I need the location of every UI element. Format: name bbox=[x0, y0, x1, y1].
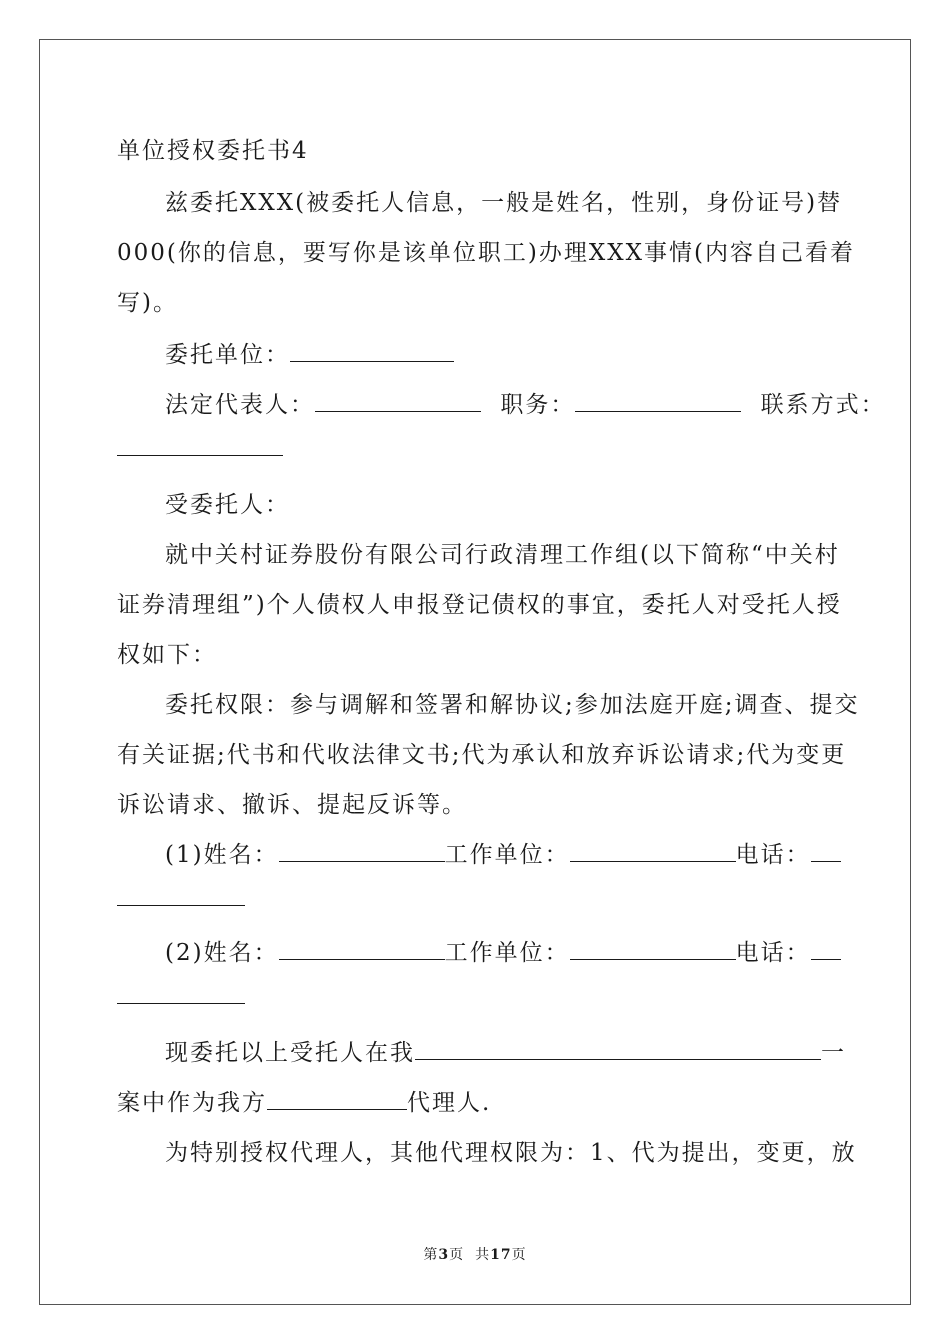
footer-total-pages: 17 bbox=[490, 1247, 512, 1263]
paragraph-line: 为特别授权代理人，其他代理权限为：1、代为提出，变更，放 bbox=[165, 1140, 857, 1166]
person2-unit-label: 工作单位： bbox=[444, 940, 570, 966]
page-footer bbox=[0, 1244, 950, 1264]
person2-unit-blank[interactable] bbox=[570, 941, 736, 960]
person2-phone-continue bbox=[117, 984, 245, 1010]
person1-phone-blank-cont[interactable] bbox=[117, 887, 245, 906]
footer-mid: 页 共 bbox=[449, 1247, 491, 1263]
footer-suffix: 页 bbox=[511, 1247, 527, 1263]
entrusting-unit-label: 委托单位： bbox=[165, 342, 290, 368]
person2-name-blank[interactable] bbox=[279, 941, 445, 960]
person2-name-label: (2)姓名： bbox=[165, 940, 279, 966]
person2-phone-blank[interactable] bbox=[811, 941, 841, 960]
person2-row bbox=[165, 934, 841, 967]
legal-rep-blank[interactable] bbox=[315, 393, 481, 412]
paragraph-line: 有关证据;代书和代收法律文书;代为承认和放弃诉讼请求;代为变更 bbox=[117, 742, 847, 768]
paragraph-line: 诉讼请求、撤诉、提起反诉等。 bbox=[117, 792, 467, 818]
p4-line2 bbox=[117, 1084, 491, 1117]
person1-name-label: (1)姓名： bbox=[165, 842, 279, 868]
contact-row bbox=[117, 436, 283, 462]
paragraph-line: 000(你的信息，要写你是该单位职工)办理XXX事情(内容自己看着 bbox=[117, 240, 855, 266]
agent-blank[interactable] bbox=[267, 1091, 407, 1110]
person1-unit-label: 工作单位： bbox=[444, 842, 570, 868]
trustee-label: 受委托人： bbox=[165, 492, 290, 518]
contact-label: 联系方式： bbox=[760, 392, 886, 418]
person1-row bbox=[165, 836, 841, 869]
person2-phone-blank-cont[interactable] bbox=[117, 985, 245, 1004]
position-blank[interactable] bbox=[575, 393, 741, 412]
case-blank[interactable] bbox=[415, 1041, 821, 1060]
p4-text-end: 代理人. bbox=[407, 1090, 492, 1116]
entrusting-unit-blank[interactable] bbox=[290, 343, 454, 362]
person1-phone-continue bbox=[117, 886, 245, 912]
paragraph-line: 写)。 bbox=[117, 290, 178, 316]
paragraph-line: 委托权限：参与调解和签署和解协议;参加法庭开庭;调查、提交 bbox=[165, 692, 860, 718]
paragraph-line: 兹委托XXX(被委托人信息，一般是姓名，性别，身份证号)替 bbox=[165, 190, 843, 216]
p4-text: 案中作为我方 bbox=[117, 1090, 267, 1116]
paragraph-line: 就中关村证券股份有限公司行政清理工作组(以下简称“中关村 bbox=[165, 542, 840, 568]
paragraph-line: 证券清理组”)个人债权人申报登记债权的事宜，委托人对受托人授 bbox=[117, 592, 842, 618]
person1-name-blank[interactable] bbox=[279, 843, 445, 862]
footer-page-number: 3 bbox=[438, 1247, 450, 1263]
contact-blank[interactable] bbox=[117, 437, 283, 456]
footer-prefix: 第 bbox=[423, 1247, 439, 1263]
position-label: 职务： bbox=[500, 392, 576, 418]
person1-phone-blank[interactable] bbox=[811, 843, 841, 862]
person1-unit-blank[interactable] bbox=[570, 843, 736, 862]
person1-phone-label: 电话： bbox=[735, 842, 811, 868]
p4-text-end: 一 bbox=[821, 1040, 846, 1066]
legal-rep-label: 法定代表人： bbox=[165, 392, 315, 418]
legal-rep-row bbox=[165, 386, 886, 419]
person2-phone-label: 电话： bbox=[735, 940, 811, 966]
p4-text: 现委托以上受托人在我 bbox=[165, 1040, 415, 1066]
paragraph-line: 权如下： bbox=[117, 642, 217, 668]
entrusting-unit-row bbox=[165, 336, 454, 369]
p4-line1 bbox=[165, 1034, 846, 1067]
document-title: 单位授权委托书4 bbox=[117, 138, 309, 164]
